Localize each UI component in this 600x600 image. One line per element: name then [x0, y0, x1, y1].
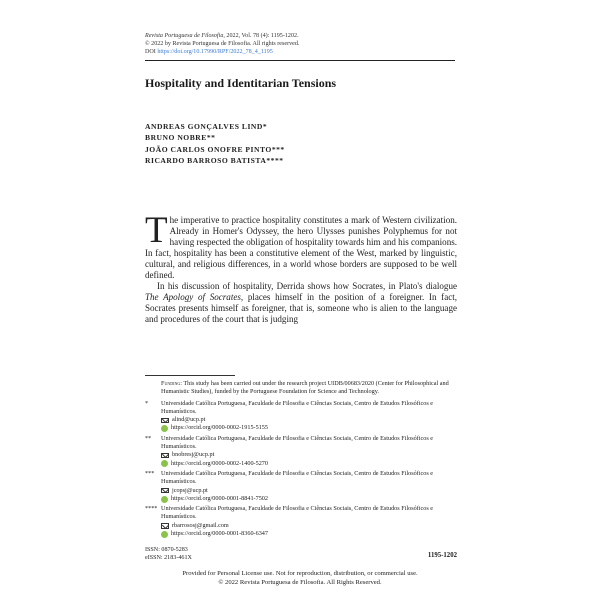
footnote-mark: ** — [145, 434, 152, 442]
orcid-icon — [161, 460, 168, 467]
email-address[interactable]: rbarrososj@gmail.com — [172, 521, 229, 529]
affiliation-text: Universidade Católica Portuguesa, Faculdade de Filosofia e Ciências Sociais, Centro de Estudos Filosóficos e Humanísticos. — [161, 399, 434, 415]
affiliation-text: Universidade Católica Portuguesa, Faculdade de Filosofia e Ciências Sociais, Centro de Estudos Filosóficos e Humanísticos. — [161, 434, 434, 451]
email-line — [161, 416, 455, 424]
footnote-item — [145, 470, 455, 503]
footnote-item — [145, 505, 455, 538]
footnote-mark: *** — [145, 469, 155, 477]
orcid-line — [161, 460, 455, 468]
author-name: RICARDO BARROSO BATISTA**** — [145, 155, 284, 165]
body-text — [145, 210, 457, 325]
footnote-item — [145, 400, 455, 433]
footnotes — [145, 380, 455, 540]
envelope-icon — [161, 418, 169, 424]
email-address[interactable]: alind@ucp.pt — [172, 416, 206, 424]
orcid-line — [161, 530, 455, 538]
affiliation-text: Universidade Católica Portuguesa, Faculdade de Filosofia e Ciências Sociais, Centro de Estudos Filosóficos e Humanísticos. — [161, 505, 434, 521]
doi-label: DOI — [145, 49, 158, 55]
author-list — [145, 121, 285, 166]
footnote-rule — [145, 375, 235, 376]
orcid-icon — [161, 425, 168, 432]
author-name: JOÃO CARLOS ONOFRE PINTO*** — [145, 144, 285, 154]
orcid-icon — [161, 531, 168, 538]
orcid-line — [161, 424, 455, 432]
email-line — [161, 487, 455, 495]
funding-note — [145, 380, 455, 397]
orcid-icon — [161, 496, 168, 503]
orcid-link[interactable]: https://orcid.org/0000-0002-1915-5155 — [171, 424, 268, 432]
paragraph-1-text: he imperative to practice hospitality constitutes a mark of Western civilization. Already in Homer's Odyssey, the hero Ulysses punishes Polyphemus for not having respected the obligation of hospitality towards him and his companions. In fact, hospitality has been a constitutive element of the West, marked by linguistic, cultural, and religious differences, in a world whose borders are supposed to be well defined. — [145, 215, 457, 280]
funding-label: Funding — [161, 380, 181, 387]
footnote-item — [145, 435, 455, 468]
envelope-icon — [161, 488, 169, 494]
journal-name: Revista Portuguesa de Filosofia — [145, 33, 224, 39]
drop-cap: T — [145, 210, 168, 251]
work-title: The Apology of Socrates — [145, 292, 241, 302]
footnote-mark: **** — [145, 505, 158, 513]
license-notice — [0, 570, 600, 587]
paragraph-2-text-b: , places himself in the position of a foreigner. In fact, Socrates presents himself as foreigner, that is, someone who is alien to the language and procedures of the court that is judging — [145, 292, 457, 324]
copyright-line: © 2022 by Revista Portuguesa de Filosofia. All rights reserved. — [145, 41, 300, 47]
license-line-2: © 2022 Revista Portuguesa de Filosofia. All Rights Reserved. — [218, 578, 382, 586]
email-address[interactable]: bnobresj@ucp.pt — [172, 451, 215, 459]
paragraph-2 — [145, 281, 457, 325]
page-footer — [145, 547, 457, 562]
orcid-link[interactable]: https://orcid.org/0000-0001-8841-7502 — [171, 494, 268, 502]
orcid-link[interactable]: https://orcid.org/0000-0001-8360-6347 — [171, 530, 268, 538]
affiliation-text: Universidade Católica Portuguesa, Faculdade de Filosofia e Ciências Sociais, Centro de Estudos Filosóficos e Humanísticos. — [161, 469, 434, 486]
doi-line — [145, 48, 465, 56]
email-address[interactable]: jcopsj@ucp.pt — [172, 486, 208, 494]
license-line-1: Provided for Personal License use. Not for reproduction, distribution, or commercial use. — [182, 570, 418, 577]
header-rule — [145, 60, 455, 61]
footnote-mark: * — [145, 399, 149, 407]
eissn: eISSN: 2183-461X — [145, 554, 192, 561]
issn: ISSN: 0870-5283 — [145, 547, 188, 553]
email-line — [161, 522, 455, 530]
envelope-icon — [161, 453, 169, 459]
article-title: Hospitality and Identitarian Tensions — [145, 76, 337, 90]
citation-details: , 2022, Vol. 78 (4): 1195-1202. — [223, 33, 299, 39]
citation-line — [145, 32, 465, 40]
author-name: ANDREAS GONÇALVES LIND* — [145, 122, 268, 131]
orcid-link[interactable]: https://orcid.org/0000-0002-1400-5270 — [171, 459, 268, 467]
envelope-icon — [161, 523, 169, 529]
email-line — [161, 451, 455, 459]
journal-header — [145, 32, 465, 56]
orcid-line — [161, 495, 455, 503]
author-name: BRUNO NOBRE** — [145, 133, 216, 143]
page-range: 1195-1202 — [427, 552, 457, 559]
paragraph-2-text-a: In his discussion of hospitality, Derrida shows how Socrates, in Plato's dialogue — [157, 281, 457, 291]
funding-text: : This study has been carried out under the research project UIDB/00683/2020 (Center for Philosophical and Humanistic Studies), funded by the Portuguese Foundation for Science and Technology. — [161, 380, 449, 396]
paragraph-1 — [145, 210, 457, 281]
doi-link[interactable]: https://doi.org/10.17990/RPF/2022_78_4_1195 — [157, 49, 273, 55]
